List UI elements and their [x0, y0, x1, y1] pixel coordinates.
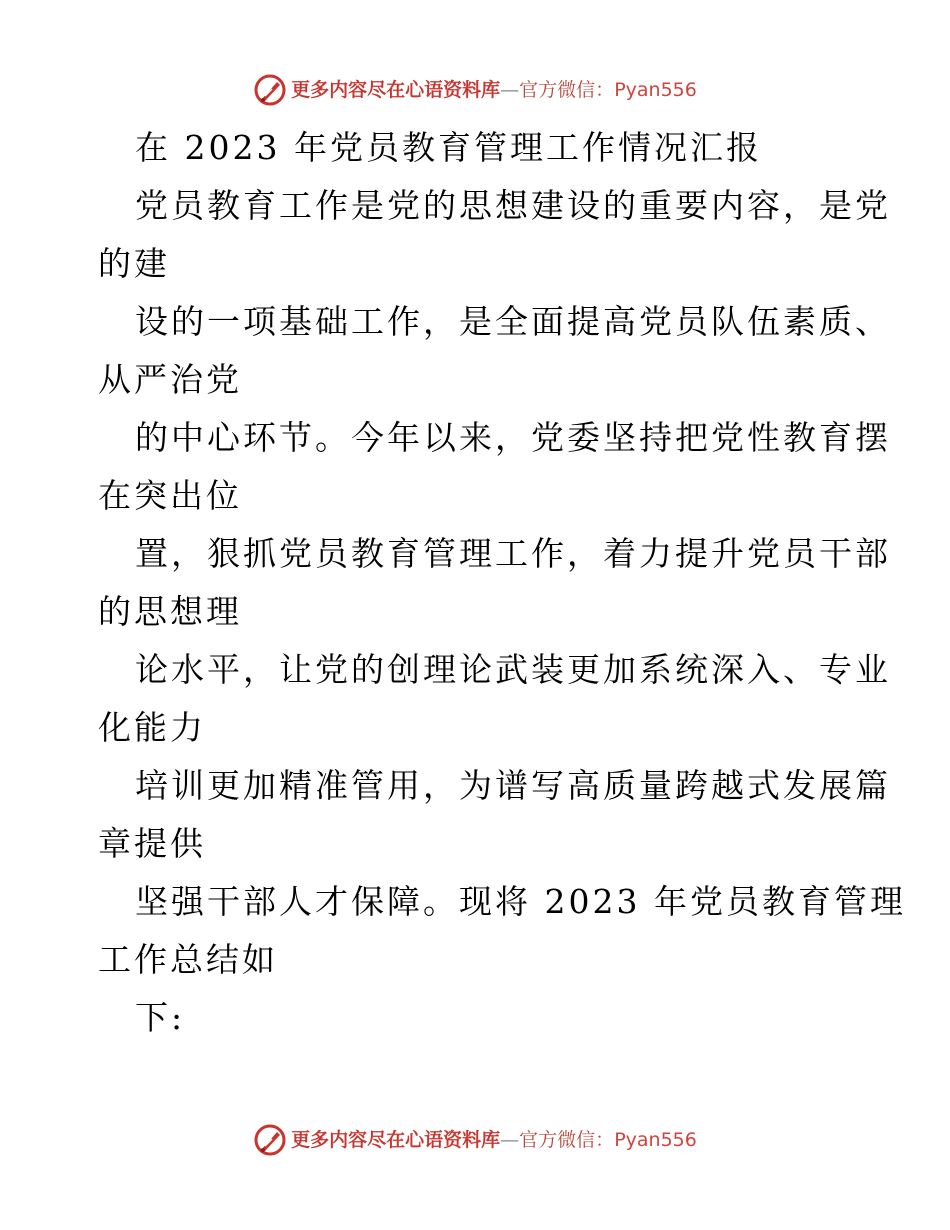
paragraph-line: 的中心环节。今年以来，党委坚持把党性教育摆 [135, 418, 891, 457]
watermark-separator: — [500, 79, 520, 101]
quill-pen-logo-icon [253, 1123, 287, 1157]
paragraph-line: 党员教育工作是党的思想建设的重要内容，是党 [135, 186, 891, 225]
paragraph-line: 培训更加精准管用，为谱写高质量跨越式发展篇 [135, 766, 891, 805]
watermark-text [291, 78, 697, 102]
paragraph-line: 在突出位 [98, 476, 242, 515]
paragraph-line: 从严治党 [98, 360, 242, 399]
watermark-main-text: 更多内容尽在心语资料库 [291, 79, 501, 101]
watermark-handle: Pyan556 [614, 1129, 697, 1151]
paragraph-line: 下: [135, 998, 186, 1037]
paragraph-line: 论水平，让党的创理论武装更加系统深入、专业 [135, 650, 891, 689]
watermark-separator: — [500, 1129, 520, 1151]
document-title: 在 2023 年党员教育管理工作情况汇报 [135, 128, 762, 167]
paragraph-line: 坚强干部人才保障。现将 2023 年党员教育管理 [135, 882, 906, 921]
paragraph-line: 化能力 [98, 708, 206, 747]
watermark-cta-text: 官方微信： [519, 79, 615, 101]
paragraph-line: 设的一项基础工作，是全面提高党员队伍素质、 [135, 302, 891, 341]
paragraph-line: 工作总结如 [98, 940, 278, 979]
watermark-handle: Pyan556 [614, 79, 697, 101]
paragraph-line: 的思想理 [98, 592, 242, 631]
paragraph-line: 章提供 [98, 824, 206, 863]
quill-pen-logo-icon [253, 73, 287, 107]
paragraph-line: 的建 [98, 244, 170, 283]
watermark-text [291, 1128, 697, 1152]
paragraph-line: 置，狠抓党员教育管理工作，着力提升党员干部 [135, 534, 891, 573]
footer-watermark-banner [0, 1120, 950, 1160]
header-watermark-banner [0, 70, 950, 110]
watermark-cta-text: 官方微信： [519, 1129, 615, 1151]
watermark-main-text: 更多内容尽在心语资料库 [291, 1129, 501, 1151]
